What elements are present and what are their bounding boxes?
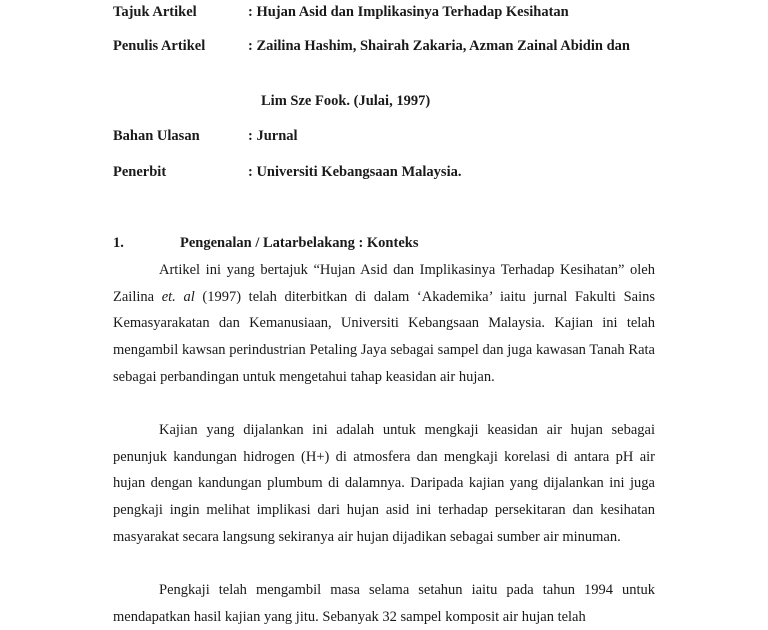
meta-value-publisher: : Universiti Kebangsaan Malaysia. — [248, 164, 462, 180]
meta-value-title: : Hujan Asid dan Implikasinya Terhadap Kesihatan — [248, 4, 569, 20]
paragraph-1-part-b: (1997) telah diterbitkan di dalam ‘Akademika’ iaitu jurnal Fakulti Sains Kemasyarakatan dan Kemanusiaan, Universiti Kebangsaan Malaysia. Kajian ini telah mengambil kawsan perindustrian Petaling Jaya sebagai sampel dan juga kawasan Tanah Rata sebagai perbandingan untuk mengetahui tahap keasidan air hujan. — [113, 288, 656, 385]
meta-label-title: Tajuk Artikel — [113, 4, 197, 20]
section-number: 1. — [113, 235, 124, 251]
paragraph-1 — [113, 257, 655, 391]
paragraph-1-part-a: Artikel ini yang bertajuk “Hujan Asid dan Implikasinya Terhadap Kesihatan” oleh Zailina — [113, 262, 655, 305]
meta-value-author-continued: Lim Sze Fook. (Julai, 1997) — [261, 93, 431, 109]
meta-label-author: Penulis Artikel — [113, 38, 206, 54]
paragraph-3: Pengkaji telah mengambil masa selama setahun iaitu pada tahun 1994 untuk mendapatkan hasil kajian yang jitu. Sebanyak 32 sampel komposit air hujan telah — [113, 582, 655, 625]
section-title: Pengenalan / Latarbelakang : Konteks — [180, 235, 419, 251]
paragraph-1-et-al: et. al — [161, 288, 195, 305]
meta-label-publisher: Penerbit — [113, 164, 167, 180]
meta-value-author: : Zailina Hashim, Shairah Zakaria, Azman Zainal Abidin dan — [248, 38, 630, 54]
meta-label-material: Bahan Ulasan — [113, 128, 200, 144]
meta-value-material: : Jurnal — [248, 128, 298, 144]
paragraph-2: Kajian yang dijalankan ini adalah untuk mengkaji keasidan air hujan sebagai penunjuk kandungan hidrogen (H+) di atmosfera dan mengkaji korelasi di antara pH air hujan dengan kandungan plumbum di dalamnya. Daripada kajian yang dijalankan ini juga pengkaji ingin melihat implikasi dari hujan asid ini terhadap persekitaran dan kesihatan masyarakat secara langsung sekiranya air hujan dijadikan sebagai sumber air minuman. — [113, 422, 655, 545]
